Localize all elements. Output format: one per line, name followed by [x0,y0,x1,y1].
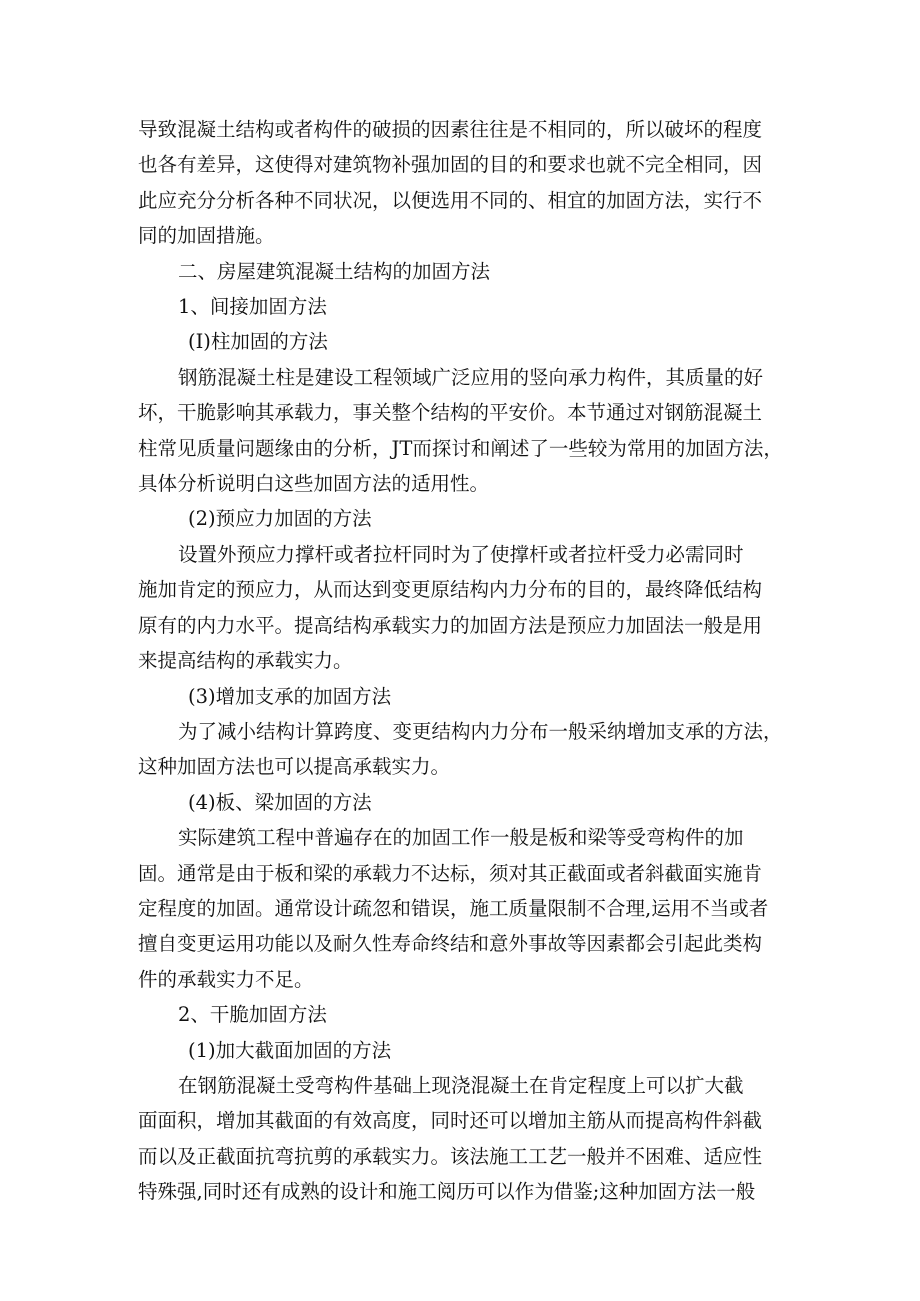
body-line: 柱常见质量问题缘由的分析，JT而探讨和阐述了一些较为常用的加固方法， [138,436,783,460]
subsection-heading: 2、干脆加固方法 [178,1003,327,1027]
body-line: 特殊强,同时还有成熟的设计和施工阅历可以作为借鉴;这种加固方法一般 [138,1180,756,1204]
body-line: 钢筋混凝土柱是建设工程领域广泛应用的竖向承力构件，其质量的好 [178,365,764,389]
body-line: 为了减小结构计算跨度、变更结构内力分布一般采纳增加支承的方法， [178,719,783,743]
body-line: 导致混凝土结构或者构件的破损的因素往往是不相同的，所以破坏的程度 [138,118,763,141]
body-line: 来提高结构的承载实力。 [138,649,353,673]
subsection-heading: 1、间接加固方法 [178,295,327,319]
document-page [138,112,810,1210]
body-line: 固。通常是由于板和梁的承载力不达标，须对其正截面或者斜截面实施肯 [138,861,763,885]
body-line: 施加肯定的预应力，从而达到变更原结构内力分布的目的，最终降低结构 [138,578,763,602]
body-line: 此应充分分析各种不同状况，以便选用不同的、相宜的加固方法，实行不 [138,188,763,212]
body-line: 在钢筋混凝土受弯构件基础上现浇混凝土在肯定程度上可以扩大截 [178,1073,744,1097]
item-heading: (3)增加支承的加固方法 [188,684,392,708]
body-line: 而以及正截面抗弯抗剪的承载实力。该法施工工艺一般并不困难、适应性 [138,1144,763,1168]
item-heading: (2)预应力加固的方法 [188,507,372,531]
body-line: 擅自变更运用功能以及耐久性寿命终结和意外事故等因素都会引起此类构 [138,932,763,956]
body-line: 设置外预应力撑杆或者拉杆同时为了使撑杆或者拉杆受力必需同时 [178,542,744,566]
body-line: 这种加固方法也可以提高承载实力。 [138,755,451,779]
body-line: 具体分析说明白这些加固方法的适用性。 [138,472,490,496]
body-line: 面面积，增加其截面的有效高度，同时还可以增加主筋从而提高构件斜截 [138,1109,763,1133]
body-line: 原有的内力水平。提高结构承载实力的加固方法是预应力加固法一般是用 [138,613,763,637]
body-line: 同的加固措施。 [138,224,275,248]
body-line: 件的承载实力不足。 [138,967,314,991]
item-heading: (1)加大截面加固的方法 [188,1038,392,1062]
body-line: 定程度的加固。通常设计疏忽和错误，施工质量限制不合理,运用不当或者 [138,896,769,920]
item-heading: (4)板、梁加固的方法 [188,790,372,814]
item-heading: (I)柱加固的方法 [188,330,328,354]
section-heading: 二、房屋建筑混凝土结构的加固方法 [178,259,491,283]
body-line: 坏，干脆影响其承载力，事关整个结构的平安价。本节通过对钢筋混凝土 [138,401,763,425]
body-line: 实际建筑工程中普遍存在的加固工作一般是板和梁等受弯构件的加 [178,826,744,850]
body-line: 也各有差异，这使得对建筑物补强加固的目的和要求也就不完全相同，因 [138,153,763,177]
